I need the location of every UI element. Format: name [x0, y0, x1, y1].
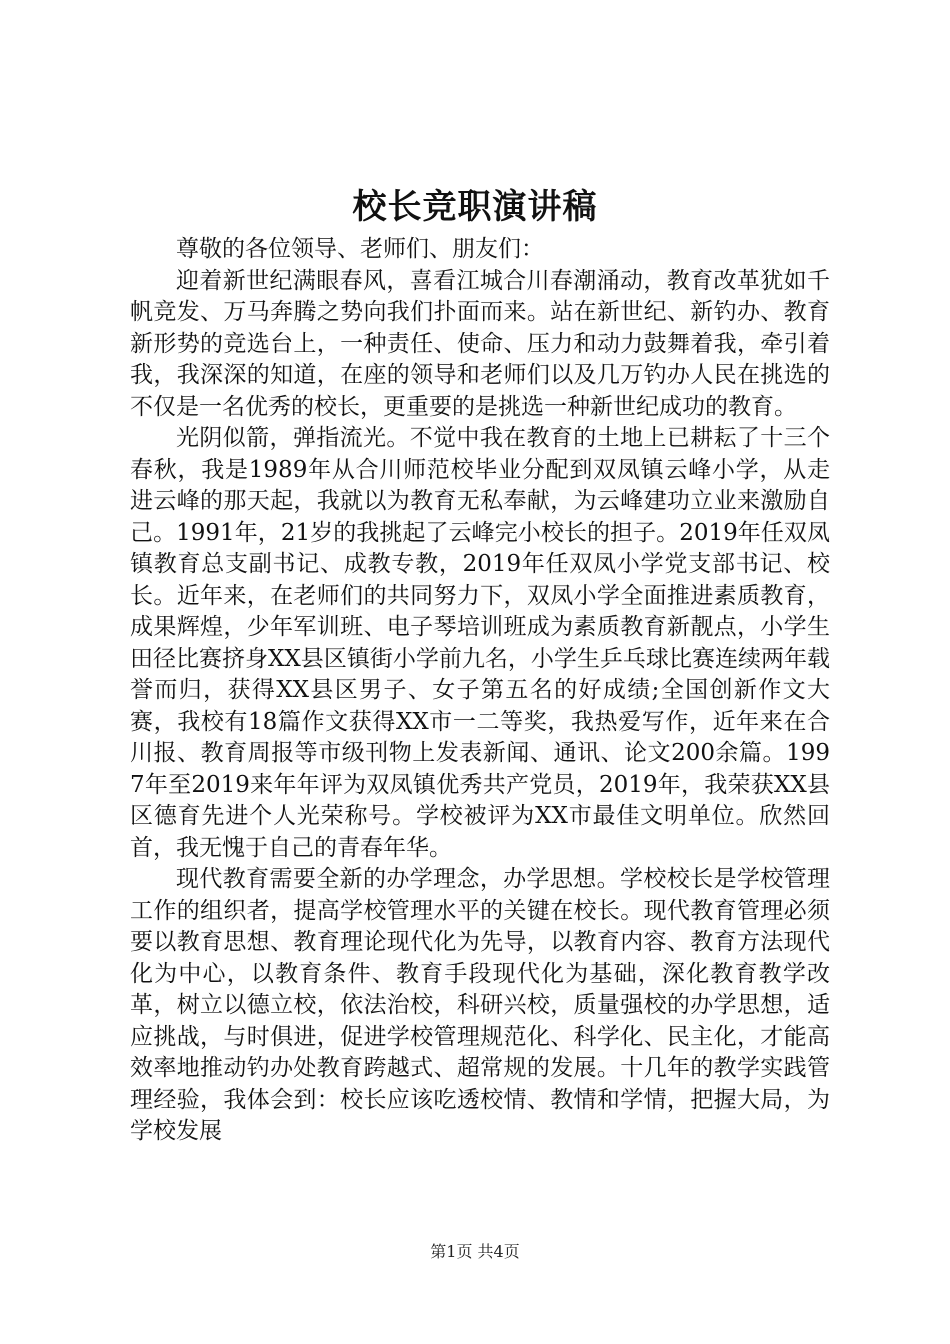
paragraph-opening: 迎着新世纪满眼春风，喜看江城合川春潮涌动，教育改革犹如千帆竞发、万马奔腾之势向我们扑面而来。站在新世纪、新钓办、教育新形势的竞选台上，一种责任、使命、压力和动力鼓舞着我，牵引着我，我深深的知道，在座的领导和老师们以及几万钓办人民在挑选的不仅是一名优秀的校长，更重要的是挑选一种新世纪成功的教育。 [130, 267, 830, 420]
paragraph-philosophy: 现代教育需要全新的办学理念，办学思想。学校校长是学校管理工作的组织者，提高学校管理水平的关键在校长。现代教育管理必须要以教育思想、教育理论现代化为先导，以教育内容、教育方法现代化为中心，以教育条件、教育手段现代化为基础，深化教育教学改革，树立以德立校，依法治校，科研兴校，质量强校的办学思想，适应挑战，与时俱进，促进学校管理规范化、科学化、民主化，才能高效率地推动钓办处教育跨越式、超常规的发展。十几年的教学实践管理经验，我体会到：校长应该吃透校情、教情和学情，把握大局，为学校发展 [130, 866, 830, 1144]
document-body [130, 234, 830, 1148]
page-footer: 第1页 共4页 [430, 1242, 520, 1261]
paragraph-experience: 光阴似箭，弹指流光。不觉中我在教育的土地上已耕耘了十三个春秋，我是1989年从合川师范校毕业分配到双凤镇云峰小学，从走进云峰的那天起，我就以为教育无私奉献，为云峰建功立业来激励自己。1991年，21岁的我挑起了云峰完小校长的担子。2019年任双凤镇教育总支副书记、成教专教，2019年任双凤小学党支部书记、校长。近年来，在老师们的共同努力下，双凤小学全面推进素质教育，成果辉煌，少年军训班、电子琴培训班成为素质教育新靓点，小学生田径比赛挤身XX县区镇街小学前九名，小学生乒乓球比赛连续两年载誉而归，获得XX县区男子、女子第五名的好成绩;全国创新作文大赛，我校有18篇作文获得XX市一二等奖，我热爱写作，近年来在合川报、教育周报等市级刊物上发表新闻、通讯、论文200余篇。1997年至2019来年年评为双凤镇优秀共产党员，2019年，我荣获XX县区德育先进个人光荣称号。学校被评为XX市最佳文明单位。欣然回首，我无愧于自己的青春年华。 [130, 425, 830, 861]
document-title: 校长竞职演讲稿 [352, 187, 598, 227]
paragraph-salutation: 尊敬的各位领导、老师们、朋友们： [176, 236, 544, 262]
